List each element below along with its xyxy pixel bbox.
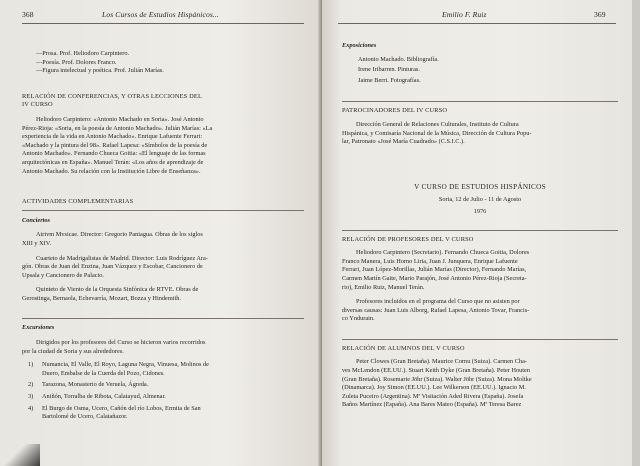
exposiciones-list [342,56,618,86]
alumnos-heading: RELACIÓN DE ALUMNOS DEL V CURSO [342,344,465,352]
prose-item: —Poesía. Prof. Dolores Franco. [36,58,117,66]
alumnos-paragraph: Peter Clowes (Gran Bretaña). Maurice Cornu (Suiza). Carmen Cha- ves McLendon (EE.UU.). Stuart Keith Dyke (Gran Bretaña). Peter Houten (Gran Bretaña). Rosemarie Jöhr (Suiza). Walter Jöhr (Suiza). Mona Moltke (Dinamarca). Joy Simon (EE.UU.). Lee Wilkerson (EE.UU.). Ignacio M. Zuleta Puceiro (Argentina). Mª Visitación Aded Rivera (España). Josefa Baños Martínez (España). Ana Bares Mateo (España). Mª Teresa Barez [342,358,532,409]
v-curso-dates: Soria, 12 de Julio - 11 de Agosto [438,196,522,204]
conferencias-heading: RELACIÓN DE CONFERENCIAS, Y OTRAS LECCIONES DEL [22,92,203,100]
patrocinadores-heading: PATROCINADORES DEL IV CURSO [342,107,448,115]
v-curso-year: 1976 [473,207,487,215]
page-edge-shadow [632,0,640,466]
incluidos-paragraph: Profesores incluidos en el programa del Curso que no asisten por diversas causas: Juan Luis Alborg, Rafael Lapesa, Antonio Tovar, Francis- co Yndurain. [342,298,530,323]
exposicion-item: Irene Iribarren. Pinturas. [358,66,420,74]
exposiciones-heading: Exposiciones [342,42,377,49]
right-header-rule [338,23,616,24]
profesores-paragraph: Heliodoro Carpintero (Secretario). Fernando Chueca Goitia, Dolores Franco Manera, Luis Horno Liria, Juan J. Junquera, Enrique Lafuente Ferrari, Juan López-Morillas, Julián Marías (Director), Fernando Marías, Carmen Martín Gaite, Mario Parajón, José Antonio Pérez-Rioja (Secreta- rio), Emilio Ruiz, Manuel Terán. [342,249,530,291]
prose-item: —Prosa. Prof. Heliodoro Carpintero. [36,50,130,57]
page-shadow [0,444,40,466]
concierto-entry: Quinteto de Viento de la Orquesta Sinfónica de RTVE. Obras de Gerostinga, Bernaola, Echevarría, Mozart, Bozza y Hindemith. [22,286,199,302]
exposicion-item: Antonio Machado. Bibliografía. [358,55,439,63]
excursion-item: 4) El Burgo de Osma, Ucero, Cañón del río Lobos, Ermita de San Bartolomé de Ucero, Calatañazor. [28,404,201,421]
conferencias-paragraph: Heliodoro Carpintero: «Antonio Machado en Soria». José Antonio Pérez-Rioja: «Soria, en la poesía de Antonio Machado». Julián Marías: «La experiencia de la vida en Antonio Machado». Enrique Lafuente Ferrari: «Machado y la pintura del 98». Rafael Lapesa: «Símbolos de la poesía de Antonio Machado». Fernando Chueca Goitia: «El lenguaje de las formas arquitectónicas en España». Manuel Terán: «Los años de aprendizaje de Antonio Machado. Su relación con la Institución Libre de Enseñanza». [22,115,213,175]
excursion-item: 3) Aniñón, Torralba de Ribota, Calatayud, Almenar. [28,393,166,401]
right-running-head: Emilio F. Ruiz [442,10,487,19]
prose-list [22,50,304,76]
excursiones-heading: Excursiones [22,324,55,332]
excursion-list [22,361,304,422]
left-content [22,50,304,422]
excursion-item: 1) Numancia, El Valle, El Royo, Laguna Negra, Vinuesa, Molinos de Duero, Embalse de la Cuerda del Pozo, Cidones. [28,361,209,377]
concierto-entry: Atrivm Mvsicae. Director: Gregorio Paniagua. Obras de los siglos XIII y XIV. [22,231,203,247]
left-page-number: 368 [22,10,34,19]
actividades-heading: ACTIVIDADES COMPLEMENTARIAS [22,198,134,206]
conferencias-heading-line-2: IV CURSO [22,101,53,109]
right-page-number: 369 [594,10,606,19]
left-header-rule [22,23,304,24]
patrocinadores-paragraph: Dirección General de Relaciones Culturales, Instituto de Cultura Hispánica, y Comisaría Nacional de la Música, Dirección de Cultura Popu- lar, Patronato «José María Cuadrado» (C.S.I.C.). [342,120,532,146]
exposicion-item: Jaime Berri. Fotografías. [358,76,421,84]
concierto-entry: Cuarteto de Madrigalistas de Madrid. Director: Luis Rodríguez Ara- gón. Obras de Juan del Enzina, Juan Vázquez y Escobar, Cancionero de Upsala y Cancionero de Palacio. [22,254,208,279]
left-running-head: Los Cursos de Estudios Hispánicos... [102,10,219,19]
right-content [342,42,618,410]
v-curso-title: V CURSO DE ESTUDIOS HISPÁNICOS [414,182,546,191]
excursion-item: 2) Tarazona, Monasterio de Veruela, Ágreda. [28,381,149,389]
conciertos-heading: Conciertos [22,216,50,224]
prose-item: —Figura intelectual y poética. Prof. Julián Marías. [36,67,164,75]
excursiones-intro: Dirigidos por los profesores del Curso se hicieron varios recorridos por la ciudad de Soria y sus alrededores. [22,339,206,355]
right-page [322,0,640,466]
profesores-heading: RELACIÓN DE PROFESORES DEL V CURSO [342,235,474,243]
